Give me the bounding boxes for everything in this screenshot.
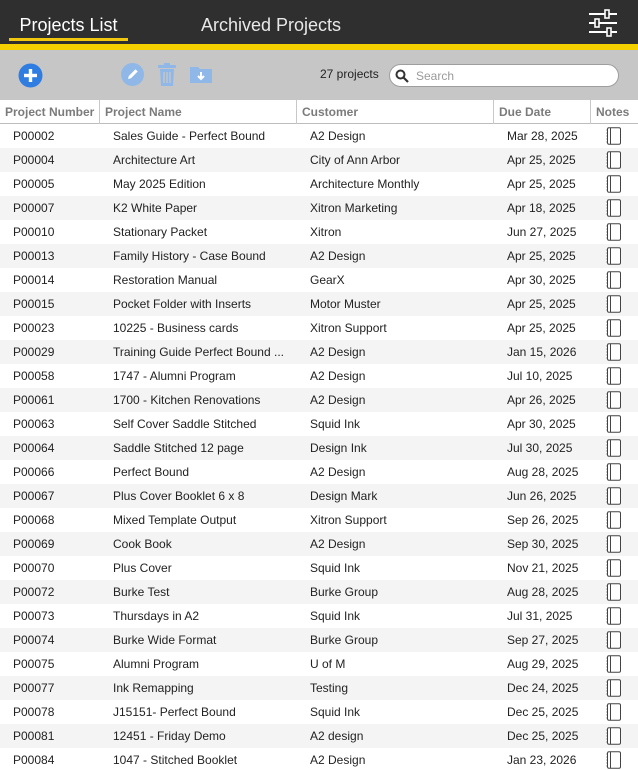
table-row[interactable]: [0, 196, 638, 220]
notes-button[interactable]: [606, 535, 624, 553]
project-name-cell: Mixed Template Output: [113, 513, 237, 527]
table-body: [0, 124, 638, 770]
due-date-cell: Dec 25, 2025: [507, 705, 579, 719]
settings-button[interactable]: [584, 8, 622, 38]
table-row[interactable]: [0, 724, 638, 748]
customer-cell: Xitron Marketing: [310, 201, 398, 215]
project-number-cell: P00007: [13, 201, 55, 215]
project-name-cell: Burke Test: [113, 585, 170, 599]
due-date-cell: Sep 30, 2025: [507, 537, 579, 551]
project-name-cell: 12451 - Friday Demo: [113, 729, 226, 743]
sliders-icon: [584, 8, 622, 38]
customer-cell: Testing: [310, 681, 349, 695]
customer-cell: A2 Design: [310, 465, 366, 479]
notebook-icon: [606, 271, 622, 289]
notebook-icon: [606, 559, 622, 577]
table-row[interactable]: [0, 124, 638, 148]
notebook-icon: [606, 199, 622, 217]
notes-button[interactable]: [606, 199, 624, 217]
project-number-cell: P00002: [13, 129, 55, 143]
project-name-cell: Cook Book: [113, 537, 172, 551]
project-number-cell: P00010: [13, 225, 55, 239]
customer-cell: A2 Design: [310, 345, 366, 359]
notes-button[interactable]: [606, 559, 624, 577]
due-date-cell: Sep 26, 2025: [507, 513, 579, 527]
table-row[interactable]: [0, 220, 638, 244]
search-input[interactable]: [416, 67, 612, 84]
due-date-cell: Mar 28, 2025: [507, 129, 578, 143]
top-bar: [0, 0, 638, 44]
project-number-cell: P00073: [13, 609, 55, 623]
project-name-cell: Alumni Program: [113, 657, 200, 671]
project-number-cell: P00004: [13, 153, 55, 167]
due-date-cell: Jul 31, 2025: [507, 609, 573, 623]
project-name-cell: 1047 - Stitched Booklet: [113, 753, 238, 767]
table-row[interactable]: [0, 484, 638, 508]
magnifier-icon: [395, 69, 409, 83]
project-number-cell: P00075: [13, 657, 55, 671]
project-number-cell: P00081: [13, 729, 55, 743]
table-row[interactable]: [0, 604, 638, 628]
project-name-cell: Sales Guide - Perfect Bound: [113, 129, 266, 143]
customer-cell: Xitron Support: [310, 513, 387, 527]
table-row[interactable]: [0, 172, 638, 196]
table-row[interactable]: [0, 652, 638, 676]
project-number-cell: P00015: [13, 297, 55, 311]
projects-table: [0, 100, 638, 770]
tab-archived-projects[interactable]: Archived Projects: [201, 15, 342, 35]
trash-icon: [156, 63, 178, 87]
project-number-cell: P00013: [13, 249, 55, 263]
notes-button[interactable]: [606, 439, 624, 457]
notebook-icon: [606, 439, 622, 457]
project-name-cell: Ink Remapping: [113, 681, 194, 695]
due-date-cell: Aug 28, 2025: [507, 465, 579, 479]
notes-button[interactable]: [606, 751, 624, 769]
notes-button[interactable]: [606, 391, 624, 409]
due-date-cell: Jul 30, 2025: [507, 441, 573, 455]
due-date-cell: Jan 23, 2026: [507, 753, 577, 767]
notebook-icon: [606, 127, 622, 145]
notes-button[interactable]: [606, 343, 624, 361]
notes-button[interactable]: [606, 295, 624, 313]
move-project-button[interactable]: [189, 63, 213, 90]
notes-button[interactable]: [606, 511, 624, 529]
table-row[interactable]: [0, 316, 638, 340]
notes-button[interactable]: [606, 415, 624, 433]
notes-button[interactable]: [606, 319, 624, 337]
notes-button[interactable]: [606, 583, 624, 601]
edit-project-button[interactable]: [121, 63, 144, 91]
project-name-cell: Thursdays in A2: [113, 609, 200, 623]
customer-cell: Burke Group: [310, 585, 379, 599]
customer-cell: A2 Design: [310, 393, 366, 407]
project-number-cell: P00067: [13, 489, 55, 503]
table-row[interactable]: [0, 748, 638, 770]
table-row[interactable]: [0, 628, 638, 652]
due-date-cell: Jul 10, 2025: [507, 369, 573, 383]
customer-cell: Design Mark: [310, 489, 378, 503]
customer-cell: Burke Group: [310, 633, 379, 647]
notebook-icon: [606, 655, 622, 673]
customer-cell: A2 Design: [310, 129, 366, 143]
notebook-icon: [606, 295, 622, 313]
project-number-cell: P00023: [13, 321, 55, 335]
customer-cell: A2 Design: [310, 753, 366, 767]
notes-button[interactable]: [606, 679, 624, 697]
notebook-icon: [606, 319, 622, 337]
table-row[interactable]: [0, 388, 638, 412]
project-number-cell: P00084: [13, 753, 55, 767]
delete-project-button[interactable]: [156, 63, 178, 92]
project-number-cell: P00078: [13, 705, 55, 719]
folder-move-icon: [189, 63, 213, 85]
due-date-cell: Apr 25, 2025: [507, 153, 576, 167]
customer-cell: Squid Ink: [310, 705, 361, 719]
table-row[interactable]: [0, 460, 638, 484]
add-project-button[interactable]: [18, 63, 43, 93]
notebook-icon: [606, 487, 622, 505]
due-date-cell: Apr 25, 2025: [507, 297, 576, 311]
plus-circle-icon: [18, 63, 43, 88]
project-name-cell: Training Guide Perfect Bound ...: [113, 345, 284, 359]
notes-button[interactable]: [606, 271, 624, 289]
notebook-icon: [606, 175, 622, 193]
project-number-cell: P00061: [13, 393, 55, 407]
table-row[interactable]: [0, 556, 638, 580]
notes-button[interactable]: [606, 223, 624, 241]
notebook-icon: [606, 511, 622, 529]
project-name-cell: Saddle Stitched 12 page: [113, 441, 244, 455]
table-row[interactable]: [0, 340, 638, 364]
due-date-cell: Apr 26, 2025: [507, 393, 576, 407]
due-date-cell: Aug 28, 2025: [507, 585, 579, 599]
column-header-project-name[interactable]: Project Name: [100, 100, 297, 124]
notes-button[interactable]: [606, 703, 624, 721]
notes-button[interactable]: [606, 607, 624, 625]
notes-button[interactable]: [606, 631, 624, 649]
notebook-icon: [606, 223, 622, 241]
customer-cell: Design Ink: [310, 441, 367, 455]
project-number-cell: P00005: [13, 177, 55, 191]
notes-button[interactable]: [606, 463, 624, 481]
notebook-icon: [606, 631, 622, 649]
customer-cell: A2 Design: [310, 249, 366, 263]
project-number-cell: P00063: [13, 417, 55, 431]
notebook-icon: [606, 751, 622, 769]
table-row[interactable]: [0, 364, 638, 388]
notebook-icon: [606, 247, 622, 265]
customer-cell: A2 Design: [310, 369, 366, 383]
project-number-cell: P00066: [13, 465, 55, 479]
table-row[interactable]: [0, 532, 638, 556]
due-date-cell: Jan 15, 2026: [507, 345, 577, 359]
due-date-cell: Apr 25, 2025: [507, 177, 576, 191]
table-row[interactable]: [0, 244, 638, 268]
project-name-cell: Stationary Packet: [113, 225, 208, 239]
project-name-cell: May 2025 Edition: [113, 177, 206, 191]
notes-button[interactable]: [606, 247, 624, 265]
notebook-icon: [606, 367, 622, 385]
due-date-cell: Apr 18, 2025: [507, 201, 576, 215]
project-number-cell: P00069: [13, 537, 55, 551]
project-name-cell: 1747 - Alumni Program: [113, 369, 236, 383]
customer-cell: Squid Ink: [310, 609, 361, 623]
project-name-cell: Pocket Folder with Inserts: [113, 297, 252, 311]
table-row[interactable]: [0, 580, 638, 604]
due-date-cell: Apr 25, 2025: [507, 321, 576, 335]
project-name-cell: Burke Wide Format: [113, 633, 217, 647]
notebook-icon: [606, 463, 622, 481]
due-date-cell: Jun 27, 2025: [507, 225, 577, 239]
due-date-cell: Aug 29, 2025: [507, 657, 579, 671]
notebook-icon: [606, 343, 622, 361]
customer-cell: Squid Ink: [310, 417, 361, 431]
due-date-cell: Apr 30, 2025: [507, 273, 576, 287]
notebook-icon: [606, 703, 622, 721]
customer-cell: Motor Muster: [310, 297, 381, 311]
due-date-cell: Apr 25, 2025: [507, 249, 576, 263]
column-header-project-number[interactable]: Project Number: [0, 100, 100, 124]
due-date-cell: Dec 24, 2025: [507, 681, 579, 695]
customer-cell: Xitron Support: [310, 321, 387, 335]
project-name-cell: K2 White Paper: [113, 201, 198, 215]
project-name-cell: Perfect Bound: [113, 465, 190, 479]
customer-cell: Architecture Monthly: [310, 177, 420, 191]
table-row[interactable]: [0, 508, 638, 532]
due-date-cell: Sep 27, 2025: [507, 633, 579, 647]
notes-button[interactable]: [606, 175, 624, 193]
notebook-icon: [606, 535, 622, 553]
project-count: 27 projects: [320, 67, 379, 81]
project-name-cell: Architecture Art: [113, 153, 196, 167]
due-date-cell: Apr 30, 2025: [507, 417, 576, 431]
table-row[interactable]: [0, 412, 638, 436]
project-number-cell: P00029: [13, 345, 55, 359]
project-number-cell: P00077: [13, 681, 55, 695]
pencil-icon: [121, 63, 144, 86]
customer-cell: City of Ann Arbor: [310, 153, 401, 167]
customer-cell: A2 design: [310, 729, 364, 743]
table-row[interactable]: [0, 676, 638, 700]
project-name-cell: 1700 - Kitchen Renovations: [113, 393, 261, 407]
project-name-cell: J15151- Perfect Bound: [113, 705, 236, 719]
notes-button[interactable]: [606, 727, 624, 745]
column-header-due-date[interactable]: Due Date: [494, 100, 591, 124]
project-name-cell: 10225 - Business cards: [113, 321, 239, 335]
project-name-cell: Self Cover Saddle Stitched: [113, 417, 257, 431]
table-header: [0, 100, 638, 124]
table-row[interactable]: [0, 268, 638, 292]
project-name-cell: Plus Cover Booklet 6 x 8: [113, 489, 245, 503]
search-box: [389, 64, 619, 87]
notebook-icon: [606, 607, 622, 625]
column-header-notes[interactable]: Notes: [596, 105, 630, 119]
due-date-cell: Dec 25, 2025: [507, 729, 579, 743]
column-header-customer[interactable]: Customer: [297, 100, 494, 124]
notes-button[interactable]: [606, 151, 624, 169]
toolbar: [0, 50, 638, 100]
project-name-cell: Family History - Case Bound: [113, 249, 266, 263]
notebook-icon: [606, 583, 622, 601]
project-number-cell: P00064: [13, 441, 55, 455]
due-date-cell: Nov 21, 2025: [507, 561, 579, 575]
customer-cell: Xitron: [310, 225, 342, 239]
table-row[interactable]: [0, 436, 638, 460]
project-number-cell: P00068: [13, 513, 55, 527]
customer-cell: U of M: [310, 657, 346, 671]
project-number-cell: P00070: [13, 561, 55, 575]
notes-button[interactable]: [606, 487, 624, 505]
notebook-icon: [606, 415, 622, 433]
notebook-icon: [606, 151, 622, 169]
table-row[interactable]: [0, 292, 638, 316]
project-number-cell: P00058: [13, 369, 55, 383]
project-number-cell: P00074: [13, 633, 55, 647]
due-date-cell: Jun 26, 2025: [507, 489, 577, 503]
customer-cell: A2 Design: [310, 537, 366, 551]
customer-cell: GearX: [310, 273, 345, 287]
tab-projects-list[interactable]: Projects List: [9, 0, 128, 44]
notebook-icon: [606, 727, 622, 745]
project-number-cell: P00072: [13, 585, 55, 599]
project-name-cell: Plus Cover: [113, 561, 172, 575]
project-name-cell: Restoration Manual: [113, 273, 218, 287]
notes-button[interactable]: [606, 367, 624, 385]
notes-button[interactable]: [606, 655, 624, 673]
table-row[interactable]: [0, 148, 638, 172]
notes-button[interactable]: [606, 127, 624, 145]
notebook-icon: [606, 391, 622, 409]
table-row[interactable]: [0, 700, 638, 724]
customer-cell: Squid Ink: [310, 561, 361, 575]
project-number-cell: P00014: [13, 273, 55, 287]
notebook-icon: [606, 679, 622, 697]
